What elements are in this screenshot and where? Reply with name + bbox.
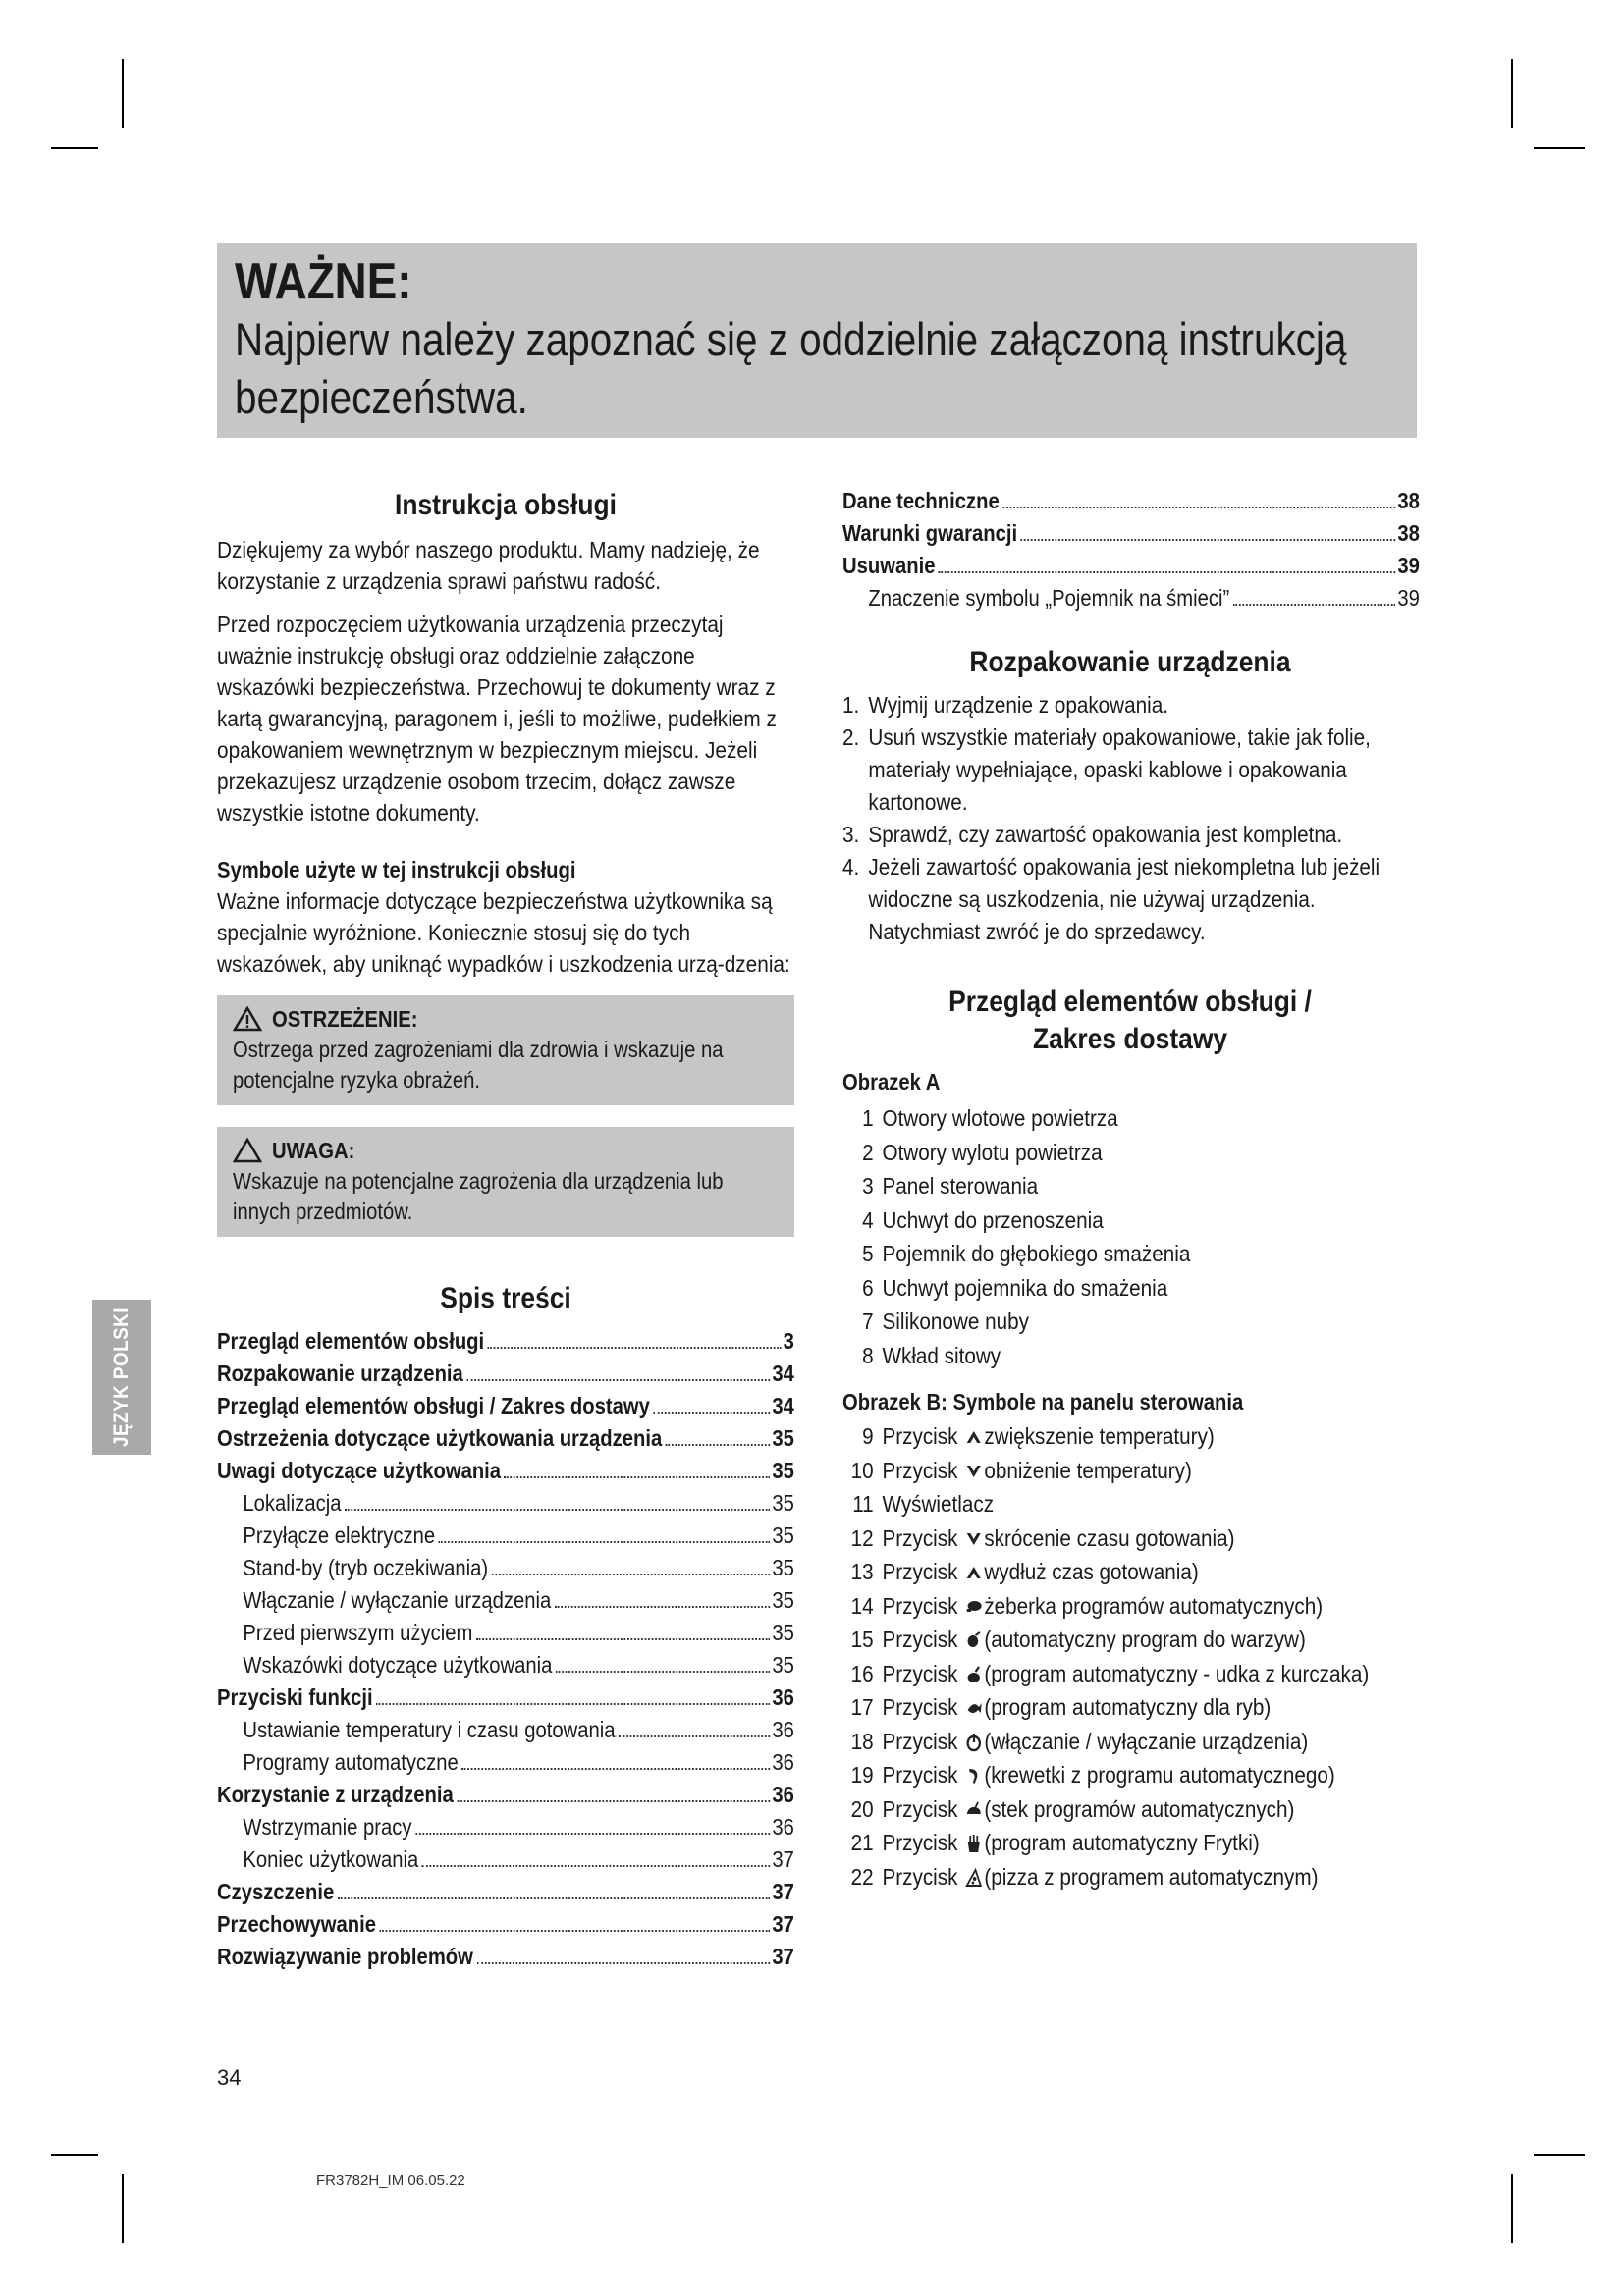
item-label: Przycisk [882, 1524, 958, 1551]
item-number: 8 [862, 1342, 874, 1368]
step-number: 4. [842, 854, 860, 880]
toc-entry [217, 1746, 794, 1779]
caution-title: UWAGA: [272, 1138, 355, 1163]
fish-icon [965, 1693, 983, 1713]
step-text: Jeżeli zawartość opakowania jest niekompletna lub jeżeli widoczne są uszkodzenia, nie używaj urządzenia. Natychmiast zwróć je do sprzedawcy. [868, 854, 1380, 944]
unpacking-step [842, 721, 1413, 819]
toc-entry-page: 3 [783, 1328, 794, 1354]
figure-a-heading: Obrazek A [842, 1069, 941, 1095]
toc-entry-page: 36 [772, 1717, 794, 1742]
item-text: Otwory wlotowe powietrza [882, 1105, 1118, 1131]
item-label: Przycisk [882, 1423, 958, 1449]
item-text: (stek programów automatycznych) [984, 1795, 1295, 1822]
toc-entry-title: Przegląd elementów obsługi / Zakres dostawy [217, 1393, 650, 1418]
item-text: żeberka programów automatycznych) [984, 1592, 1324, 1619]
item-number: 4 [862, 1206, 874, 1233]
item-number: 19 [850, 1762, 874, 1788]
item-text: (program automatyczny dla ryb) [984, 1694, 1272, 1720]
fries-icon [965, 1829, 983, 1848]
toc-entry-page: 37 [772, 1879, 794, 1904]
toc-entry-page: 35 [772, 1522, 794, 1548]
figure-a-item [842, 1339, 1413, 1373]
item-text: Otwory wylotu powietrza [882, 1139, 1103, 1165]
warning-box [217, 995, 794, 1105]
figure-a-list [842, 1101, 1413, 1372]
toc-entry [217, 1617, 794, 1649]
item-number: 18 [850, 1728, 874, 1754]
unpacking-steps [842, 689, 1413, 948]
toc-entry [217, 1876, 794, 1908]
toc-entry [217, 1714, 794, 1746]
toc-entry [842, 485, 1420, 517]
toc-leader-dots [653, 1412, 770, 1414]
item-text: Pojemnik do głębokiego smażenia [882, 1241, 1191, 1266]
toc-leader-dots [415, 1833, 771, 1835]
toc-leader-dots [666, 1444, 771, 1446]
toc-entry-page: 35 [772, 1555, 794, 1580]
arrow-up-icon [965, 1558, 983, 1577]
step-text: Sprawdź, czy zawartość opakowania jest kompletna. [868, 822, 1343, 847]
figure-a-item [842, 1305, 1413, 1339]
toc-entry-title: Włączanie / wyłączanie urządzenia [243, 1587, 552, 1613]
figure-b-item [842, 1623, 1413, 1657]
toc-entry-title: Dane techniczne [842, 488, 1000, 513]
toc-leader-dots [939, 571, 1396, 573]
item-label: Przycisk [882, 1728, 958, 1754]
item-number: 17 [850, 1694, 874, 1720]
figure-b-item [842, 1419, 1413, 1454]
toc-entry-page: 36 [772, 1684, 794, 1710]
page-number: 34 [217, 2065, 242, 2090]
table-of-contents [217, 1325, 794, 1973]
toc-entry [217, 1520, 794, 1552]
figure-a-item [842, 1101, 1413, 1136]
crop-mark [1534, 2154, 1585, 2156]
toc-entry-page: 35 [772, 1425, 794, 1451]
crop-mark [51, 2154, 98, 2156]
item-text: (automatyczny program do warzyw) [984, 1627, 1306, 1652]
toc-entry-title: Uwagi dotyczące użytkowania [217, 1458, 502, 1483]
item-label: Przycisk [882, 1660, 958, 1686]
toc-entry-title: Wskazówki dotyczące użytkowania [243, 1652, 553, 1678]
item-label: Przycisk [882, 1694, 958, 1720]
item-text: (program automatyczny Frytki) [984, 1830, 1260, 1855]
toc-entry-page: 35 [772, 1620, 794, 1645]
toc-entry-title: Przegląd elementów obsługi [217, 1328, 485, 1354]
warning-triangle-icon [233, 1006, 262, 1032]
toc-entry-page: 36 [772, 1782, 794, 1807]
toc-entry-title: Przed pierwszym użyciem [243, 1620, 473, 1645]
symbols-heading: Symbole użyte w tej instrukcji obsługi [217, 857, 576, 882]
figure-b-item [842, 1792, 1413, 1827]
unpacking-step [842, 851, 1413, 948]
item-number: 5 [862, 1241, 874, 1266]
language-tab-label: JĘZYK POLSKI [110, 1308, 133, 1447]
item-text: Silikonowe nuby [882, 1308, 1029, 1334]
crop-mark [1511, 59, 1513, 128]
toc-entry-page: 36 [772, 1814, 794, 1840]
toc-entry [842, 550, 1420, 582]
symbols-paragraph: Ważne informacje dotyczące bezpieczeństwa użytkownika są specjalnie wyróżnione. Koniecznie stosuj się do tych wskazówek, aby uniknąć wypadków i uszkodzenia urzą-dzenia: [217, 888, 790, 977]
step-number: 2. [842, 724, 860, 750]
arrow-down-icon [965, 1524, 983, 1544]
toc-leader-dots [461, 1768, 770, 1770]
toc-leader-dots [1002, 507, 1395, 508]
item-text: (program automatyczny - udka z kurczaka) [984, 1660, 1370, 1686]
toc-entry-title: Ostrzeżenia dotyczące użytkowania urządzenia [217, 1425, 663, 1451]
toc-entry-page: 38 [1397, 488, 1420, 513]
item-label: Przycisk [882, 1627, 958, 1652]
toc-leader-dots [492, 1574, 771, 1575]
toc-leader-dots [457, 1800, 770, 1802]
toc-entry-page: 37 [772, 1846, 794, 1872]
toc-entry-title: Koniec użytkowania [243, 1846, 419, 1872]
toc-entry [217, 1358, 794, 1390]
toc-entry-title: Usuwanie [842, 553, 936, 578]
vegetable-icon [965, 1626, 983, 1645]
toc-entry-page: 35 [772, 1587, 794, 1613]
toc-entry-title: Lokalizacja [243, 1490, 342, 1516]
power-icon [965, 1728, 983, 1747]
toc-entry [217, 1843, 794, 1876]
toc-leader-dots [1233, 604, 1396, 606]
figure-a-item [842, 1136, 1413, 1170]
toc-entry-title: Ustawianie temperatury i czasu gotowania [243, 1717, 616, 1742]
item-text: Panel sterowania [882, 1173, 1039, 1199]
item-text: obniżenie temperatury) [984, 1457, 1192, 1483]
crop-mark [1511, 2174, 1513, 2243]
toc-entry [842, 582, 1420, 614]
figure-b-item [842, 1555, 1413, 1589]
important-banner [217, 243, 1417, 438]
toc-entry-page: 35 [772, 1652, 794, 1678]
item-text: Uchwyt pojemnika do smażenia [882, 1274, 1168, 1301]
toc-leader-dots [380, 1930, 771, 1932]
toc-entry [217, 1908, 794, 1941]
caution-text: Wskazuje na potencjalne zagrożenia dla urządzenia lub innych przedmiotów. [233, 1168, 724, 1224]
manual-title: Instrukcja obsługi [395, 489, 617, 521]
overview-title: Przegląd elementów obsługi / [948, 986, 1312, 1018]
figure-b-item [842, 1860, 1413, 1895]
toc-leader-dots [476, 1962, 770, 1964]
item-number: 15 [850, 1627, 874, 1652]
item-label: Przycisk [882, 1863, 958, 1890]
right-column [842, 481, 1418, 1894]
toc-entry [217, 1584, 794, 1617]
intro-paragraph: Przed rozpoczęciem użytkowania urządzenia przeczytaj uważnie instrukcję obsługi oraz oddzielnie załączone wskazówki bezpieczeństwa. Przechowuj te dokumenty wraz z kartą gwarancyjną, paragonem i, jeśli to możliwe, pudełkiem z opakowaniem wewnętrznym w bezpiecznym miejscu. Jeżeli przekazujesz urządzenie osobom trzecim, dołącz zawsze wszystkie istotne dokumenty. [217, 612, 777, 826]
shrimp-icon [965, 1761, 983, 1781]
figure-a-item [842, 1271, 1413, 1306]
toc-entry-page: 35 [772, 1490, 794, 1516]
toc-entry-title: Czyszczenie [217, 1879, 335, 1904]
toc-entry [217, 1811, 794, 1843]
unpacking-title: Rozpakowanie urządzenia [969, 646, 1291, 678]
item-number: 10 [850, 1457, 874, 1483]
item-number: 13 [850, 1559, 874, 1584]
toc-entry-title: Programy automatyczne [243, 1749, 459, 1775]
overview-title-line2: Zakres dostawy [1032, 1023, 1228, 1055]
item-text: zwiększenie temperatury) [984, 1423, 1215, 1449]
item-text: wydłuż czas gotowania) [984, 1559, 1199, 1584]
toc-entry-title: Rozwiązywanie problemów [217, 1944, 473, 1969]
figure-a-item [842, 1237, 1413, 1271]
document-code: FR3782H_IM 06.05.22 [316, 2172, 465, 2189]
language-tab [92, 1300, 151, 1455]
item-number: 6 [862, 1274, 874, 1301]
item-number: 9 [862, 1423, 874, 1449]
toc-entry-page: 37 [772, 1911, 794, 1937]
item-label: Wyświetlacz [882, 1491, 995, 1517]
toc-title: Spis treści [440, 1282, 571, 1314]
unpacking-step [842, 689, 1413, 721]
arrow-down-icon [965, 1457, 983, 1476]
item-label: Przycisk [882, 1795, 958, 1822]
item-number: 16 [850, 1660, 874, 1686]
toc-entry-page: 39 [1397, 585, 1420, 611]
caution-box [217, 1127, 794, 1237]
banner-title: WAŻNE: [235, 253, 412, 310]
toc-entry-page: 38 [1397, 520, 1420, 546]
item-text: (pizza z programem automatycznym) [984, 1863, 1319, 1890]
pizza-icon [965, 1863, 983, 1883]
figure-b-list [842, 1419, 1413, 1894]
chicken-leg-icon [965, 1660, 983, 1680]
toc-leader-dots [556, 1671, 771, 1673]
item-number: 22 [850, 1863, 874, 1890]
toc-leader-dots [466, 1379, 770, 1381]
toc-leader-dots [488, 1347, 782, 1349]
toc-entry [842, 517, 1420, 550]
step-number: 1. [842, 692, 860, 718]
toc-leader-dots [505, 1476, 771, 1478]
toc-leader-dots [376, 1703, 770, 1705]
item-number: 7 [862, 1308, 874, 1334]
item-text: Uchwyt do przenoszenia [882, 1206, 1104, 1233]
figure-b-item [842, 1690, 1413, 1725]
intro-paragraph: Dziękujemy za wybór naszego produktu. Mamy nadzieję, że korzystanie z urządzenia sprawi państwu radość. [217, 537, 760, 594]
item-text: Wkład sitowy [882, 1342, 1001, 1368]
item-number: 2 [862, 1139, 874, 1165]
crop-mark [122, 2174, 124, 2243]
figure-b-item [842, 1725, 1413, 1759]
item-label: Przycisk [882, 1592, 958, 1619]
item-number: 11 [852, 1491, 874, 1517]
toc-entry-page: 36 [772, 1749, 794, 1775]
figure-b-item [842, 1589, 1413, 1624]
toc-entry-title: Korzystanie z urządzenia [217, 1782, 454, 1807]
toc-entry-page: 39 [1397, 553, 1420, 578]
item-text: (włączanie / wyłączanie urządzenia) [984, 1728, 1309, 1754]
item-number: 20 [850, 1795, 874, 1822]
crop-mark [51, 147, 98, 149]
toc-leader-dots [1021, 539, 1396, 541]
crop-mark [122, 59, 124, 128]
caution-triangle-icon [233, 1138, 262, 1163]
item-text: (krewetki z programu automatycznego) [984, 1762, 1335, 1788]
item-label: Przycisk [882, 1830, 958, 1855]
banner-subtitle: Najpierw należy zapoznać się z oddzielnie załączoną instrukcją bezpieczeństwa. [235, 313, 1347, 423]
toc-leader-dots [422, 1865, 771, 1867]
toc-entry-title: Stand-by (tryb oczekiwania) [243, 1555, 489, 1580]
figure-a-item [842, 1169, 1413, 1203]
item-number: 12 [850, 1524, 874, 1551]
toc-entry-title: Przyciski funkcji [217, 1684, 373, 1710]
toc-leader-dots [338, 1897, 771, 1899]
item-number: 21 [850, 1830, 874, 1855]
figure-b-item [842, 1487, 1413, 1522]
toc-entry-title: Wstrzymanie pracy [243, 1814, 412, 1840]
item-number: 14 [850, 1592, 874, 1619]
toc-entry-page: 34 [772, 1393, 794, 1418]
figure-b-item [842, 1826, 1413, 1860]
crop-mark [1534, 147, 1585, 149]
toc-entry-title: Warunki gwarancji [842, 520, 1018, 546]
toc-entry [217, 1779, 794, 1811]
arrow-up-icon [965, 1422, 983, 1442]
steak-icon [965, 1795, 983, 1815]
toc-leader-dots [345, 1509, 770, 1511]
figure-b-heading: Obrazek B: Symbole na panelu sterowania [842, 1389, 1244, 1415]
step-text: Wyjmij urządzenie z opakowania. [868, 692, 1168, 718]
toc-leader-dots [439, 1541, 771, 1543]
toc-entry-page: 35 [772, 1458, 794, 1483]
toc-entry [217, 1941, 794, 1973]
toc-entry [217, 1422, 794, 1455]
toc-entry [217, 1325, 794, 1358]
item-label: Przycisk [882, 1762, 958, 1788]
step-text: Usuń wszystkie materiały opakowaniowe, takie jak folie, materiały wypełniające, opaski kablowe i opakowania kartonowe. [868, 724, 1371, 815]
toc-leader-dots [555, 1606, 771, 1608]
toc-entry-title: Przyłącze elektryczne [243, 1522, 436, 1548]
toc-entry [217, 1552, 794, 1584]
toc-entry [217, 1390, 794, 1422]
toc-leader-dots [619, 1735, 771, 1737]
step-number: 3. [842, 822, 860, 847]
toc-entry-title: Przechowywanie [217, 1911, 376, 1937]
item-number: 3 [862, 1173, 874, 1199]
item-number: 1 [862, 1105, 874, 1131]
toc-entry-page: 37 [772, 1944, 794, 1969]
left-column [217, 481, 794, 1973]
table-of-contents-continued [842, 485, 1420, 614]
toc-entry [217, 1649, 794, 1682]
toc-entry [217, 1455, 794, 1487]
drumstick-icon [965, 1592, 983, 1612]
item-label: Przycisk [882, 1457, 958, 1483]
figure-b-item [842, 1522, 1413, 1556]
warning-title: OSTRZEŻENIE: [272, 1006, 418, 1032]
item-label: Przycisk [882, 1559, 958, 1584]
figure-b-item [842, 1454, 1413, 1488]
toc-entry [217, 1682, 794, 1714]
toc-entry-page: 34 [772, 1361, 794, 1386]
warning-text: Ostrzega przed zagrożeniami dla zdrowia i wskazuje na potencjalne ryzyka obrażeń. [233, 1037, 724, 1093]
toc-entry [217, 1487, 794, 1520]
toc-leader-dots [476, 1638, 771, 1640]
unpacking-step [842, 819, 1413, 851]
figure-b-item [842, 1758, 1413, 1792]
toc-entry-title: Rozpakowanie urządzenia [217, 1361, 463, 1386]
figure-b-item [842, 1657, 1413, 1691]
figure-a-item [842, 1203, 1413, 1238]
toc-entry-title: Znaczenie symbolu „Pojemnik na śmieci” [868, 585, 1230, 611]
item-text: skrócenie czasu gotowania) [984, 1524, 1235, 1551]
